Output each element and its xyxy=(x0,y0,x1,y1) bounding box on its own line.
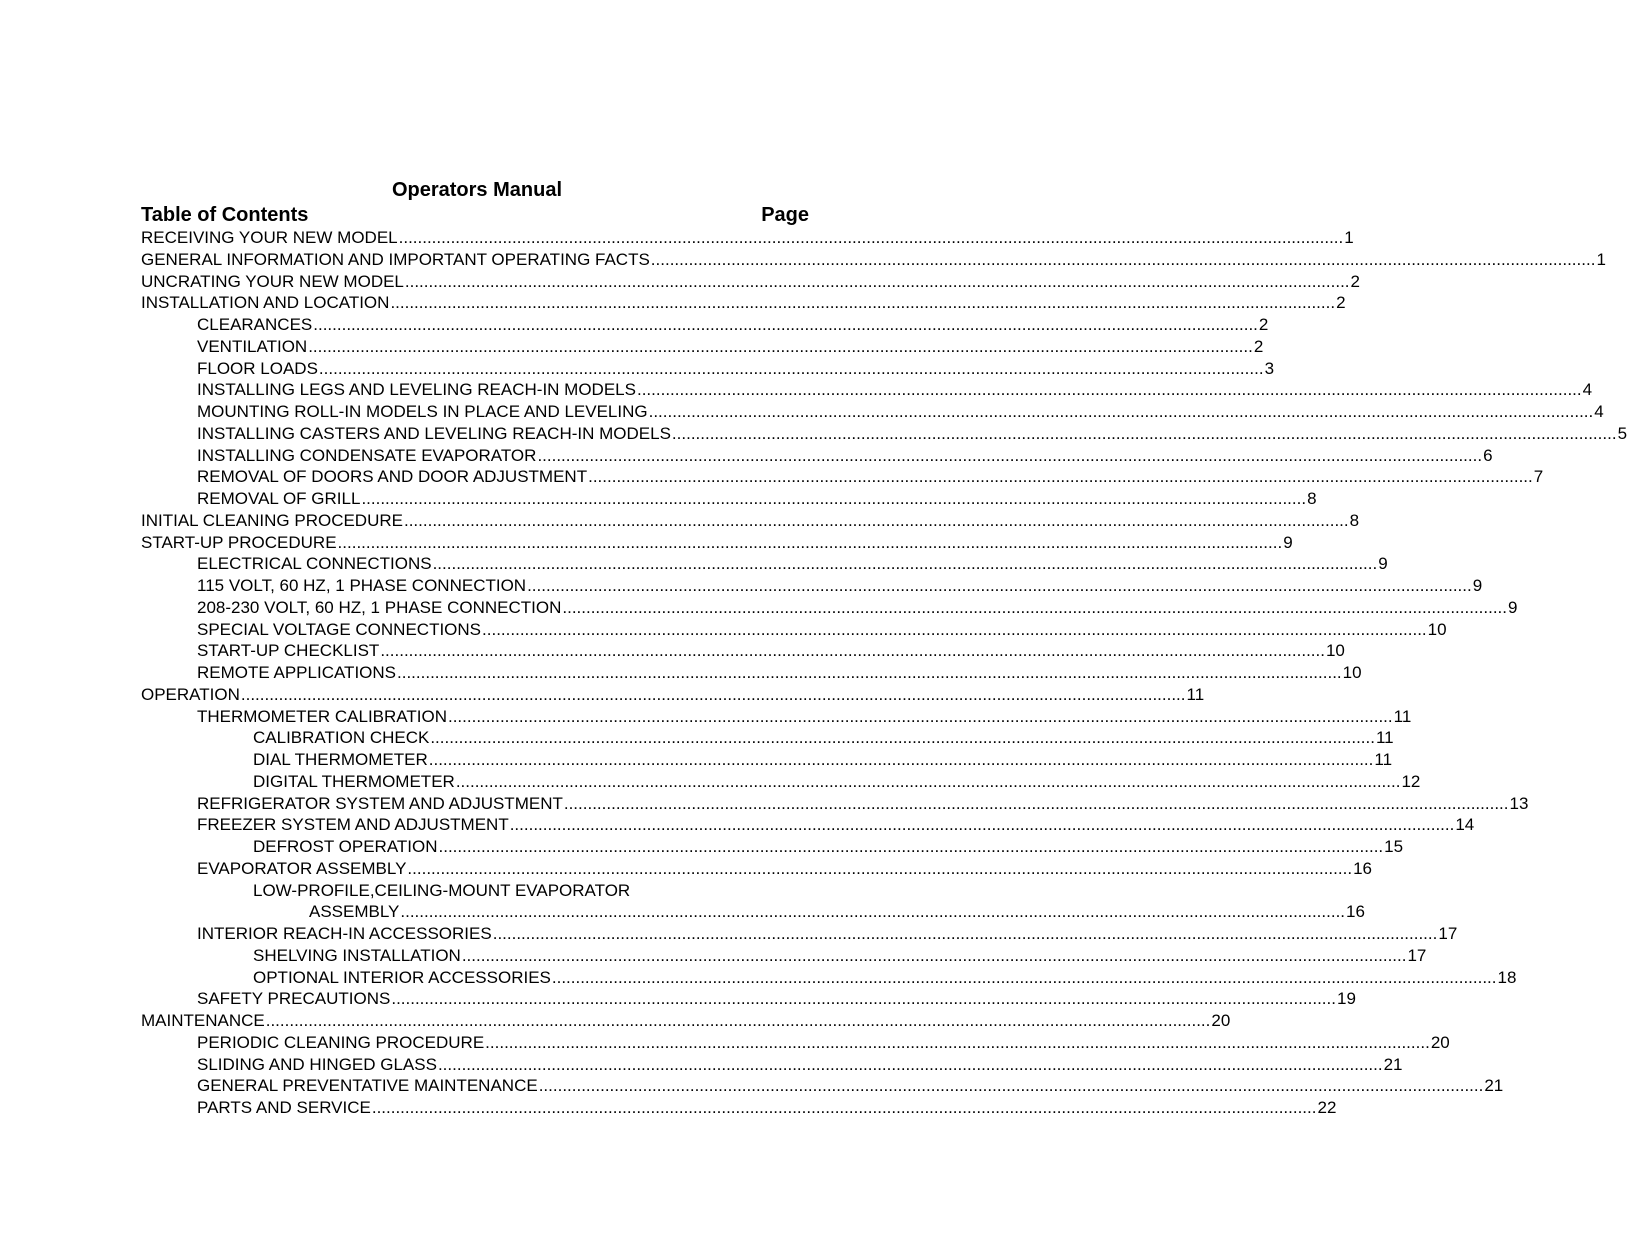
dot-leader: ........................................................................................................................................................................................................ xyxy=(428,750,1374,769)
document-title: Operators Manual xyxy=(391,179,563,201)
dot-leader: ........................................................................................................................................................................................................ xyxy=(390,293,1336,313)
toc-entry xyxy=(141,814,1475,836)
dot-leader: ........................................................................................................................................................................................................ xyxy=(509,815,1455,835)
toc-entry-label: INITIAL CLEANING PROCEDURE xyxy=(141,510,403,530)
toc-entry-page: 8 xyxy=(1307,489,1317,508)
toc-entry-label: LOW-PROFILE,CEILING-MOUNT EVAPORATOR xyxy=(253,880,631,900)
toc-entry-page: 22 xyxy=(1317,1098,1337,1117)
table-of-contents xyxy=(141,227,1627,1119)
toc-entry xyxy=(141,793,1529,815)
toc-entry xyxy=(141,488,1317,510)
toc-entry-label: FREEZER SYSTEM AND ADJUSTMENT xyxy=(197,815,509,835)
toc-entry-page: 17 xyxy=(1438,924,1458,943)
dot-leader: ........................................................................................................................................................................................................ xyxy=(265,1011,1211,1030)
toc-entry xyxy=(141,292,1346,314)
toc-entry xyxy=(141,706,1412,728)
dot-leader: ........................................................................................................................................................................................................ xyxy=(318,358,1264,378)
toc-entry xyxy=(141,1032,1450,1054)
toc-entry-label: THERMOMETER CALIBRATION xyxy=(197,706,447,726)
toc-entry-page: 3 xyxy=(1264,358,1275,378)
toc-entry xyxy=(141,249,1606,271)
toc-entry-label: START-UP CHECKLIST xyxy=(197,641,380,661)
toc-entry-label: INSTALLING CONDENSATE EVAPORATOR xyxy=(197,445,537,465)
toc-entry-page: 19 xyxy=(1336,989,1356,1009)
toc-entry-label: START-UP PROCEDURE xyxy=(141,532,337,552)
toc-entry xyxy=(141,401,1604,423)
dot-leader: ........................................................................................................................................................................................................ xyxy=(563,793,1509,813)
toc-entry xyxy=(141,923,1458,945)
toc-entry-label: DEFROST OPERATION xyxy=(253,837,438,856)
toc-entry xyxy=(141,880,814,902)
toc-entry xyxy=(141,423,1627,445)
toc-entry-label: VENTILATION xyxy=(197,336,308,356)
dot-leader: ........................................................................................................................................................................................................ xyxy=(447,706,1393,726)
dot-leader: ........................................................................................................................................................................................................ xyxy=(397,663,1342,682)
toc-entry xyxy=(141,1010,1231,1032)
toc-entry xyxy=(141,749,1393,771)
toc-entry-label: REMOTE APPLICATIONS xyxy=(197,663,397,682)
toc-entry xyxy=(141,553,1388,575)
toc-entry xyxy=(141,836,1404,858)
toc-entry-page: 20 xyxy=(1430,1032,1450,1052)
toc-entry-page: 16 xyxy=(1346,902,1365,922)
dot-leader: ........................................................................................................................................................................................................ xyxy=(538,1076,1484,1096)
toc-entry xyxy=(141,988,1356,1010)
dot-leader: ........................................................................................................................................................................................................ xyxy=(648,402,1594,421)
toc-entry-page: 2 xyxy=(1253,336,1264,356)
dot-leader: ........................................................................................................................................................................................................ xyxy=(430,728,1375,748)
toc-entry xyxy=(141,771,1421,793)
toc-entry-label: EVAPORATOR ASSEMBLY xyxy=(197,858,407,878)
dot-leader: ........................................................................................................................................................................................................ xyxy=(492,924,1438,943)
toc-entry xyxy=(141,271,1360,293)
dot-leader: ........................................................................................................................................................................................................ xyxy=(308,336,1253,356)
dot-leader: ........................................................................................................................................................................................................ xyxy=(438,837,1384,856)
toc-entry-label: CLEARANCES xyxy=(197,315,313,334)
toc-entry-label: REFRIGERATOR SYSTEM AND ADJUSTMENT xyxy=(197,793,563,813)
toc-entry-page: 14 xyxy=(1455,815,1475,835)
dot-leader: ........................................................................................................................................................................................................ xyxy=(485,1032,1430,1052)
toc-entry xyxy=(141,445,1493,467)
toc-entry xyxy=(141,640,1345,662)
toc-entry xyxy=(141,1097,1337,1119)
toc-entry xyxy=(141,1054,1403,1076)
toc-entry-page: 11 xyxy=(1375,728,1394,748)
dot-leader: ........................................................................................................................................................................................................ xyxy=(482,619,1427,639)
toc-entry-label: 208-230 VOLT, 60 HZ, 1 PHASE CONNECTION xyxy=(197,597,562,617)
toc-entry-page: 9 xyxy=(1472,576,1483,595)
toc-entry-label: OPTIONAL INTERIOR ACCESSORIES xyxy=(253,967,551,987)
toc-entry-page: 18 xyxy=(1497,967,1517,987)
toc-entry xyxy=(141,1075,1504,1097)
toc-entry-label: INSTALLATION AND LOCATION xyxy=(141,293,390,313)
toc-entry-label: INSTALLING CASTERS AND LEVELING REACH-IN MODELS xyxy=(197,423,671,443)
toc-entry-page: 21 xyxy=(1383,1054,1403,1074)
toc-entry xyxy=(141,510,1360,532)
toc-entry-label: ASSEMBLY xyxy=(309,902,400,922)
toc-entry-page: 9 xyxy=(1508,597,1518,617)
dot-leader: ........................................................................................................................................................................................................ xyxy=(551,967,1497,987)
toc-entry xyxy=(141,684,1205,706)
toc-entry-page: 12 xyxy=(1401,771,1421,791)
toc-entry-page: 8 xyxy=(1349,510,1360,530)
dot-leader: ........................................................................................................................................................................................................ xyxy=(403,510,1349,530)
dot-leader: ........................................................................................................................................................................................................ xyxy=(407,858,1353,878)
toc-entry-label: GENERAL PREVENTATIVE MAINTENANCE xyxy=(197,1076,538,1096)
dot-leader: ........................................................................................................................................................................................................ xyxy=(404,271,1350,291)
toc-entry-label: DIGITAL THERMOMETER xyxy=(253,771,455,791)
toc-entry-page: 13 xyxy=(1509,793,1529,813)
toc-entry xyxy=(141,358,1275,380)
toc-entry-label: DIAL THERMOMETER xyxy=(253,750,428,769)
dot-leader: ........................................................................................................................................................................................................ xyxy=(400,902,1346,922)
toc-entry-page: 16 xyxy=(1353,858,1372,878)
toc-entry-page: 10 xyxy=(1342,663,1362,682)
toc-entry-label: INTERIOR REACH-IN ACCESSORIES xyxy=(197,924,492,943)
toc-entry-page: 5 xyxy=(1617,423,1627,443)
toc-entry-label: SPECIAL VOLTAGE CONNECTIONS xyxy=(197,619,482,639)
toc-entry-page: 11 xyxy=(1393,706,1412,726)
toc-entry-page: 2 xyxy=(1350,271,1360,291)
dot-leader: ........................................................................................................................................................................................................ xyxy=(371,1098,1317,1117)
toc-entry-label: SHELVING INSTALLATION xyxy=(253,945,461,965)
toc-entry-page: 1 xyxy=(1596,249,1606,269)
toc-entry-page: 20 xyxy=(1211,1011,1231,1030)
toc-entry-page: 11 xyxy=(1374,750,1393,769)
dot-leader: ........................................................................................................................................................................................................ xyxy=(671,423,1617,443)
toc-entry-label: GENERAL INFORMATION AND IMPORTANT OPERATING FACTS xyxy=(141,249,650,269)
toc-entry-label: RECEIVING YOUR NEW MODEL xyxy=(141,228,398,247)
dot-leader: ........................................................................................................................................................................................................ xyxy=(650,249,1596,269)
toc-entry xyxy=(141,466,1544,488)
toc-entry-page: 11 xyxy=(1186,684,1205,704)
toc-entry-label: 115 VOLT, 60 HZ, 1 PHASE CONNECTION xyxy=(197,576,527,595)
toc-entry-page: 7 xyxy=(1533,467,1544,487)
toc-entry-label: SAFETY PRECAUTIONS xyxy=(197,989,391,1009)
toc-entry xyxy=(141,967,1517,989)
toc-entry xyxy=(141,379,1593,401)
dot-leader: ........................................................................................................................................................................................................ xyxy=(455,771,1401,791)
toc-entry xyxy=(141,597,1518,619)
toc-entry xyxy=(141,314,1269,336)
toc-entry-page: 4 xyxy=(1594,402,1604,421)
toc-entry-page: 4 xyxy=(1582,380,1593,400)
toc-entry-page: 10 xyxy=(1325,641,1345,661)
dot-leader: ........................................................................................................................................................................................................ xyxy=(588,467,1533,487)
toc-entry-page: 6 xyxy=(1483,445,1493,465)
toc-entry-label: REMOVAL OF GRILL xyxy=(197,489,361,508)
toc-entry-label: MAINTENANCE xyxy=(141,1011,265,1030)
dot-leader: ........................................................................................................................................................................................................ xyxy=(240,684,1186,704)
dot-leader: ........................................................................................................................................................................................................ xyxy=(337,532,1283,552)
dot-leader: ........................................................................................................................................................................................................ xyxy=(361,489,1307,508)
toc-entry-page: 1 xyxy=(1344,228,1354,247)
toc-entry-page: 2 xyxy=(1258,315,1269,334)
toc-entry xyxy=(141,575,1483,597)
toc-entry-page: 2 xyxy=(1336,293,1346,313)
toc-entry xyxy=(141,901,1365,923)
toc-entry xyxy=(141,532,1293,554)
toc-entry xyxy=(141,945,1427,967)
toc-entry-label: REMOVAL OF DOORS AND DOOR ADJUSTMENT xyxy=(197,467,588,487)
dot-leader: ........................................................................................................................................................................................................ xyxy=(398,228,1344,247)
toc-heading: Table of Contents xyxy=(141,204,309,226)
toc-entry xyxy=(141,727,1394,749)
toc-entry-page: 9 xyxy=(1378,554,1388,574)
toc-entry-page: 15 xyxy=(1384,837,1404,856)
toc-entry-label: CALIBRATION CHECK xyxy=(253,728,430,748)
dot-leader: ........................................................................................................................................................................................................ xyxy=(537,445,1483,465)
dot-leader: ........................................................................................................................................................................................................ xyxy=(391,989,1336,1009)
toc-entry xyxy=(141,662,1362,684)
toc-entry-label: ELECTRICAL CONNECTIONS xyxy=(197,554,432,574)
toc-entry-label: SLIDING AND HINGED GLASS xyxy=(197,1054,437,1074)
toc-entry-page: 17 xyxy=(1407,945,1427,965)
dot-leader: ........................................................................................................................................................................................................ xyxy=(527,576,1472,595)
dot-leader: ........................................................................................................................................................................................................ xyxy=(313,315,1258,334)
toc-entry-label: UNCRATING YOUR NEW MODEL xyxy=(141,271,404,291)
toc-header xyxy=(141,203,809,227)
toc-entry xyxy=(141,336,1264,358)
toc-entry-label: PERIODIC CLEANING PROCEDURE xyxy=(197,1032,485,1052)
dot-leader: ........................................................................................................................................................................................................ xyxy=(461,945,1407,965)
page-column-heading: Page xyxy=(761,204,809,226)
dot-leader: ........................................................................................................................................................................................................ xyxy=(432,554,1378,574)
toc-entry xyxy=(141,619,1447,641)
toc-entry-label: OPERATION xyxy=(141,684,240,704)
toc-entry-page: 9 xyxy=(1283,532,1293,552)
toc-entry-label: FLOOR LOADS xyxy=(197,358,318,378)
toc-entry-label: PARTS AND SERVICE xyxy=(197,1098,371,1117)
dot-leader: ........................................................................................................................................................................................................ xyxy=(636,380,1582,400)
toc-entry-label: INSTALLING LEGS AND LEVELING REACH-IN MODELS xyxy=(197,380,636,400)
dot-leader: ........................................................................................................................................................................................................ xyxy=(437,1054,1383,1074)
toc-entry xyxy=(141,227,1354,249)
toc-entry-page: 21 xyxy=(1484,1076,1504,1096)
toc-entry-label: MOUNTING ROLL-IN MODELS IN PLACE AND LEVELING xyxy=(197,402,648,421)
toc-entry xyxy=(141,858,1372,880)
dot-leader: ........................................................................................................................................................................................................ xyxy=(562,597,1508,617)
dot-leader: ........................................................................................................................................................................................................ xyxy=(380,641,1325,661)
toc-entry-page: 10 xyxy=(1427,619,1447,639)
